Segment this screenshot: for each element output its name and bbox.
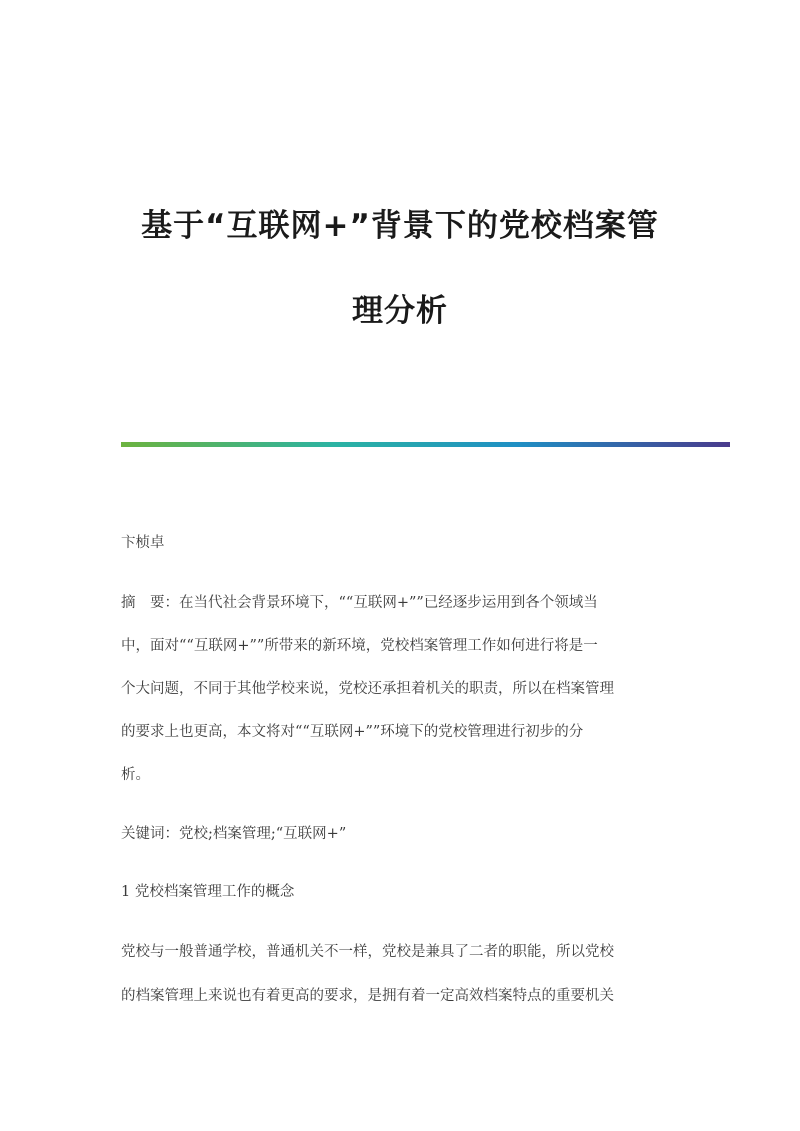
abstract-line: 摘 要：在当代社会背景环境下，““互联网+””已经逐步运用到各个领域当: [121, 595, 598, 611]
abstract-line: 中，面对““互联网+””所带来的新环境，党校档案管理工作如何进行将是一: [121, 638, 598, 654]
abstract-line: 个大问题，不同于其他学校来说，党校还承担着机关的职责，所以在档案管理: [121, 681, 614, 697]
title-divider: [121, 442, 730, 447]
body-paragraph-line: 的档案管理上来说也有着更高的要求，是拥有着一定高效档案特点的重要机关: [121, 988, 614, 1004]
abstract-line: 的要求上也更高，本文将对““互联网+””环境下的党校管理进行初步的分: [121, 724, 584, 740]
title-line-1: 基于“互联网+”背景下的党校档案管: [141, 208, 659, 244]
abstract-line: 析。: [121, 767, 150, 783]
keywords-line: 关键词：党校;档案管理;“互联网+”: [121, 826, 347, 842]
author-name: 卞桢卓: [121, 535, 165, 551]
body-paragraph-line: 党校与一般普通学校，普通机关不一样，党校是兼具了二者的职能，所以党校: [121, 944, 614, 960]
section-heading: 1 党校档案管理工作的概念: [121, 884, 295, 900]
title-line-2: 理分析: [352, 293, 448, 329]
